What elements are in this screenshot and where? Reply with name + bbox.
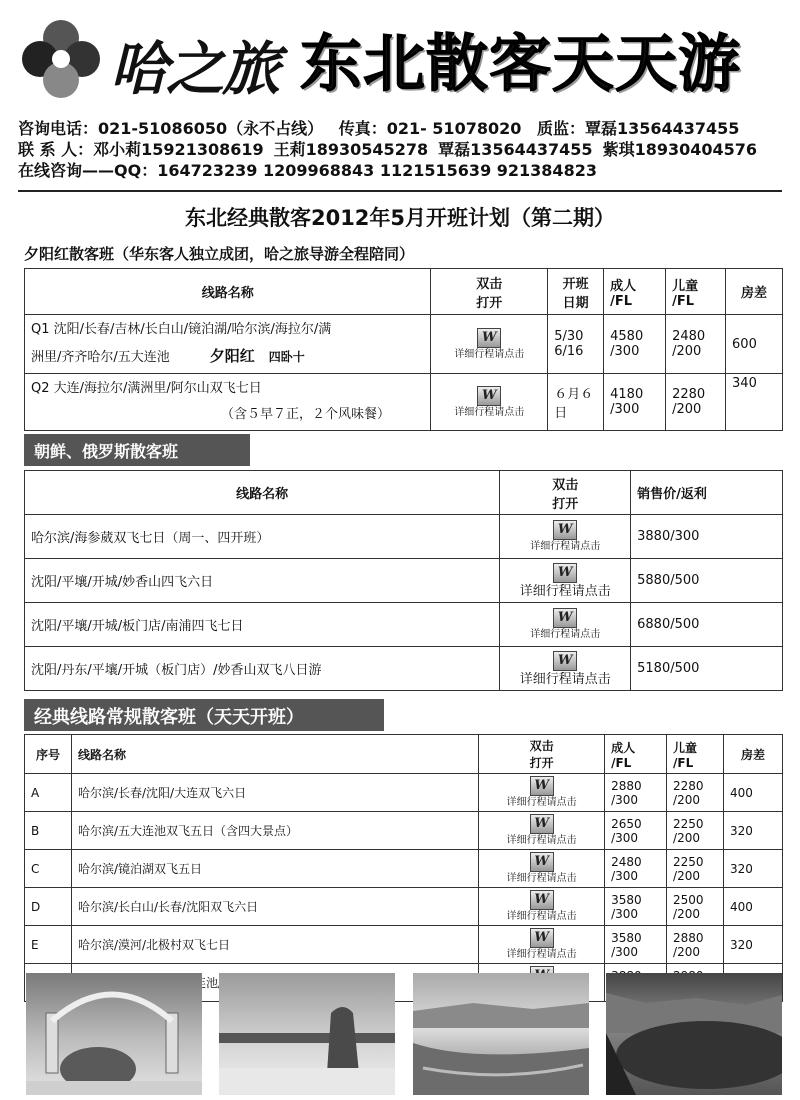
fax: 传真：021- 51078020 [338, 119, 522, 138]
col-adult: 成人 /FL [604, 269, 666, 315]
phone: 咨询电话：021-51086050（永不占线） [18, 119, 324, 138]
route-name: 哈尔滨/五大连池双飞五日（含四大景点） [71, 812, 478, 850]
contact-row-1 [18, 118, 788, 139]
child-price: 2480 /200 [666, 315, 726, 374]
room-diff: 320 [724, 812, 783, 850]
col-price: 销售价/返利 [631, 471, 783, 515]
table-row [25, 850, 783, 888]
price: 6880/500 [631, 603, 783, 647]
adult-price: 2650 /300 [605, 812, 667, 850]
col-download: 双击 打开 [500, 471, 631, 515]
start-date: ６月６ 日 [548, 374, 604, 431]
korea-russia-table [24, 470, 783, 691]
room-diff: 320 [724, 850, 783, 888]
word-doc-icon[interactable]: W [553, 520, 577, 540]
contact-person: 覃磊13564437455 [438, 140, 593, 159]
row-no: A [25, 774, 72, 812]
clover-logo-icon [20, 18, 102, 100]
route-name: 沈阳/丹东/平壤/开城（板门店）/妙香山双飞八日游 [25, 647, 500, 691]
col-child: 儿童 /FL [666, 269, 726, 315]
download-cell[interactable]: W 详细行程请点击 [431, 315, 548, 374]
table-row [25, 603, 783, 647]
photo-crater-lake [606, 973, 782, 1095]
word-doc-icon[interactable]: W [530, 776, 554, 796]
download-cell[interactable]: W 详细行程请点击 [500, 515, 631, 559]
room-diff: 400 [724, 888, 783, 926]
contact-row-2 [18, 139, 788, 160]
download-cell[interactable]: W 详细行程请点击 [500, 647, 631, 691]
sunset-tour-table [24, 268, 783, 431]
adult-price: 4180 /300 [604, 374, 666, 431]
download-cell[interactable]: W 详细行程请点击 [500, 559, 631, 603]
row-no: B [25, 812, 72, 850]
brand-name: 哈之旅 [110, 35, 279, 103]
download-cell[interactable]: W 详细行程请点击 [500, 603, 631, 647]
child-price: 2880 /200 [667, 926, 724, 964]
photo-wetland [413, 973, 589, 1095]
row-no: C [25, 850, 72, 888]
classic-routes-table [24, 734, 783, 1002]
child-price: 2250 /200 [667, 850, 724, 888]
section3-title: 经典线路常规散客班（天天开班） [24, 699, 384, 731]
route-name: Q1 沈阳/长春/吉林/长白山/镜泊湖/哈尔滨/海拉尔/满 洲里/齐齐哈尔/五大连池 夕阳红 四卧十 [25, 315, 431, 374]
route-name: 沈阳/平壤/开城/妙香山四飞六日 [25, 559, 500, 603]
word-doc-icon[interactable]: W [530, 814, 554, 834]
price: 3880/300 [631, 515, 783, 559]
table-row [25, 812, 783, 850]
table-header [25, 269, 783, 315]
start-date: 5/30 6/16 [548, 315, 604, 374]
room-diff: 400 [724, 774, 783, 812]
sunset-tag: 夕阳红 [209, 347, 255, 365]
table-row [25, 647, 783, 691]
room-diff: 600 [726, 315, 783, 374]
table-row [25, 774, 783, 812]
col-name: 线路名称 [71, 735, 478, 774]
table-row [25, 559, 783, 603]
route-name: 哈尔滨/海参葳双飞七日（周一、四开班） [25, 515, 500, 559]
contact-person: 邓小莉15921308619 [93, 140, 264, 159]
child-price: 2280 /200 [667, 774, 724, 812]
price: 5880/500 [631, 559, 783, 603]
download-cell[interactable]: W 详细行程请点击 [479, 926, 605, 964]
col-date: 开班 日期 [548, 269, 604, 315]
download-cell[interactable]: W 详细行程请点击 [479, 774, 605, 812]
table-row [25, 888, 783, 926]
table-row [25, 926, 783, 964]
route-name: Q2 大连/海拉尔/满洲里/阿尔山双飞七日 （含５早７正，２个风味餐） [25, 374, 431, 431]
col-name: 线路名称 [25, 269, 431, 315]
adult-price: 3580 /300 [605, 888, 667, 926]
route-name: 哈尔滨/长白山/长春/沈阳双飞六日 [71, 888, 478, 926]
word-doc-icon[interactable]: W [477, 386, 501, 406]
price: 5180/500 [631, 647, 783, 691]
adult-price: 2880 /300 [605, 774, 667, 812]
adult-price: 2480 /300 [605, 850, 667, 888]
contact-person: 王莉18930545278 [273, 140, 429, 159]
col-no: 序号 [25, 735, 72, 774]
col-adult: 成人 /FL [605, 735, 667, 774]
route-name: 哈尔滨/镜泊湖双飞五日 [71, 850, 478, 888]
table-header [25, 471, 783, 515]
contact-row-3 [18, 160, 788, 181]
room-diff: 340 [726, 374, 783, 431]
table-header [25, 735, 783, 774]
section1-title: 夕阳红散客班（华东客人独立成团，哈之旅导游全程陪同） [24, 245, 415, 263]
child-price: 2250 /200 [667, 812, 724, 850]
child-price: 2280 /200 [666, 374, 726, 431]
word-doc-icon[interactable]: W [553, 608, 577, 628]
table-row [25, 315, 783, 374]
plan-title: 东北经典散客2012年5月开班计划（第二期） [184, 206, 616, 230]
table-row [25, 515, 783, 559]
col-download: 双击 打开 [431, 269, 548, 315]
col-download: 双击 打开 [479, 735, 605, 774]
adult-price: 4580 /300 [604, 315, 666, 374]
col-diff: 房差 [726, 269, 783, 315]
child-price: 2500 /200 [667, 888, 724, 926]
contact-block [18, 118, 788, 181]
room-diff: 320 [724, 926, 783, 964]
col-diff: 房差 [724, 735, 783, 774]
contact-label: 联 系 人： [18, 140, 94, 159]
word-doc-icon[interactable]: W [530, 852, 554, 872]
qq-contacts: 在线咨询——QQ：164723239 1209968843 1121515639 921384823 [18, 161, 597, 180]
table-row [25, 374, 783, 431]
quality-supervisor: 质监：覃磊13564437455 [536, 119, 740, 138]
photo-ice-gate [26, 973, 202, 1095]
contact-person: 紫琪18930404576 [602, 140, 758, 159]
photo-strip [26, 973, 782, 1095]
header [0, 0, 800, 112]
adult-price: 3580 /300 [605, 926, 667, 964]
download-cell[interactable]: W 详细行程请点击 [431, 374, 548, 431]
row-no: E [25, 926, 72, 964]
word-doc-icon[interactable]: W [530, 890, 554, 910]
download-cell[interactable]: W 详细行程请点击 [479, 812, 605, 850]
photo-stone-monument [219, 973, 395, 1095]
word-doc-icon[interactable]: W [553, 651, 577, 671]
download-cell[interactable]: W 详细行程请点击 [479, 888, 605, 926]
word-doc-icon[interactable]: W [530, 928, 554, 948]
word-doc-icon[interactable]: W [477, 328, 501, 348]
route-name: 沈阳/平壤/开城/板门店/南浦四飞七日 [25, 603, 500, 647]
download-cell[interactable]: W 详细行程请点击 [479, 850, 605, 888]
section2-title: 朝鲜、俄罗斯散客班 [24, 434, 250, 466]
row-no: D [25, 888, 72, 926]
route-name: 哈尔滨/长春/沈阳/大连双飞六日 [71, 774, 478, 812]
headline: 东北散客天天游 [300, 27, 742, 100]
col-name: 线路名称 [25, 471, 500, 515]
col-child: 儿童 /FL [667, 735, 724, 774]
divider [18, 190, 782, 192]
word-doc-icon[interactable]: W [553, 563, 577, 583]
route-name: 哈尔滨/漠河/北极村双飞七日 [71, 926, 478, 964]
